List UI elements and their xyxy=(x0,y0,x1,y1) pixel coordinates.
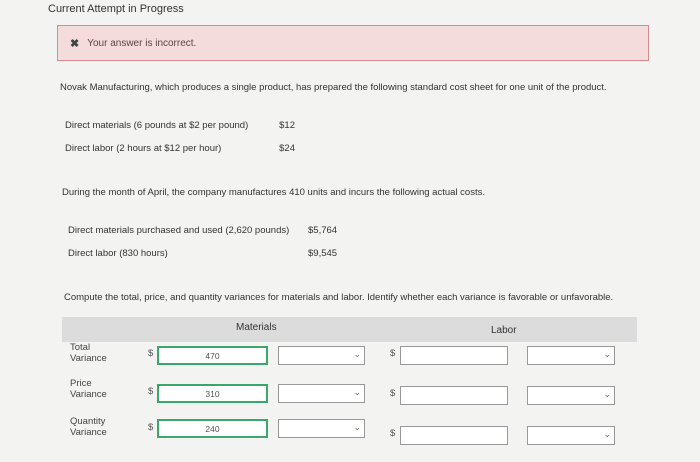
total-variance-row xyxy=(0,342,700,372)
labor-quantity-variance-input[interactable] xyxy=(400,426,508,445)
labor-header: Labor xyxy=(491,325,517,336)
chevron-down-icon: ⌄ xyxy=(353,387,361,397)
price-variance-row xyxy=(0,378,700,408)
labor-total-variance-input[interactable] xyxy=(400,346,508,365)
row-label-line2: Variance xyxy=(70,389,107,400)
materials-quantity-variance-input[interactable]: 240 xyxy=(157,419,268,438)
quantity-variance-row xyxy=(0,414,700,444)
variance-table-header xyxy=(62,317,637,342)
dollar-sign: $ xyxy=(390,428,396,439)
standard-cost-label: Direct labor (2 hours at $12 per hour) xyxy=(65,143,222,154)
dollar-sign: $ xyxy=(390,348,396,359)
row-label xyxy=(70,378,107,400)
standard-cost-row-labor xyxy=(65,137,295,160)
standard-cost-value: $24 xyxy=(279,143,295,154)
row-label-line1: Price xyxy=(70,378,92,389)
actual-cost-value: $5,764 xyxy=(308,225,338,236)
row-label-line1: Total xyxy=(70,342,91,353)
materials-header: Materials xyxy=(236,322,277,333)
standard-cost-value: $12 xyxy=(279,120,295,131)
actual-cost-label: Direct materials purchased and used (2,620 pounds) xyxy=(68,225,290,236)
actual-cost-value: $9,545 xyxy=(308,248,338,259)
row-label-line1: Quantity xyxy=(70,416,106,427)
materials-total-fu-select[interactable] xyxy=(278,346,365,365)
labor-price-fu-select[interactable] xyxy=(527,386,615,405)
page-title: Current Attempt in Progress xyxy=(48,3,184,15)
row-label-line2: Variance xyxy=(70,353,107,364)
standard-cost-label: Direct materials (6 pounds at $2 per pound) xyxy=(65,120,249,131)
row-label xyxy=(70,416,107,438)
actual-cost-label: Direct labor (830 hours) xyxy=(68,248,168,259)
row-label xyxy=(70,342,107,364)
materials-total-variance-input[interactable]: 470 xyxy=(157,346,268,365)
chevron-down-icon: ⌄ xyxy=(603,389,611,399)
dollar-sign: $ xyxy=(148,348,154,359)
chevron-down-icon: ⌄ xyxy=(603,429,611,439)
chevron-down-icon: ⌄ xyxy=(603,349,611,359)
dollar-sign: $ xyxy=(148,386,154,397)
materials-price-fu-select[interactable] xyxy=(278,384,365,403)
actual-cost-row-labor xyxy=(68,242,340,265)
alert-message: Your answer is incorrect. xyxy=(87,37,197,49)
close-x-icon: ✖ xyxy=(70,37,80,50)
labor-price-variance-input[interactable] xyxy=(400,386,508,405)
materials-price-variance-input[interactable]: 310 xyxy=(157,384,268,403)
april-text: During the month of April, the company manufactures 410 units and incurs the following actual costs. xyxy=(62,187,485,198)
actual-cost-row-materials xyxy=(68,219,340,242)
labor-total-fu-select[interactable] xyxy=(527,346,615,365)
dollar-sign: $ xyxy=(390,388,396,399)
dollar-sign: $ xyxy=(148,422,154,433)
actual-costs xyxy=(68,219,340,265)
standard-cost-sheet xyxy=(65,114,295,160)
standard-cost-row-materials xyxy=(65,114,295,137)
instruction-text: Compute the total, price, and quantity variances for materials and labor. Identify whether each variance is favorable or unfavorable. xyxy=(64,292,614,303)
materials-quantity-fu-select[interactable] xyxy=(278,419,365,438)
chevron-down-icon: ⌄ xyxy=(353,349,361,359)
incorrect-alert xyxy=(57,25,649,61)
chevron-down-icon: ⌄ xyxy=(353,422,361,432)
row-label-line2: Variance xyxy=(70,427,107,438)
problem-intro: Novak Manufacturing, which produces a single product, has prepared the following standard cost sheet for one unit of the product. xyxy=(60,82,607,93)
labor-quantity-fu-select[interactable] xyxy=(527,426,615,445)
